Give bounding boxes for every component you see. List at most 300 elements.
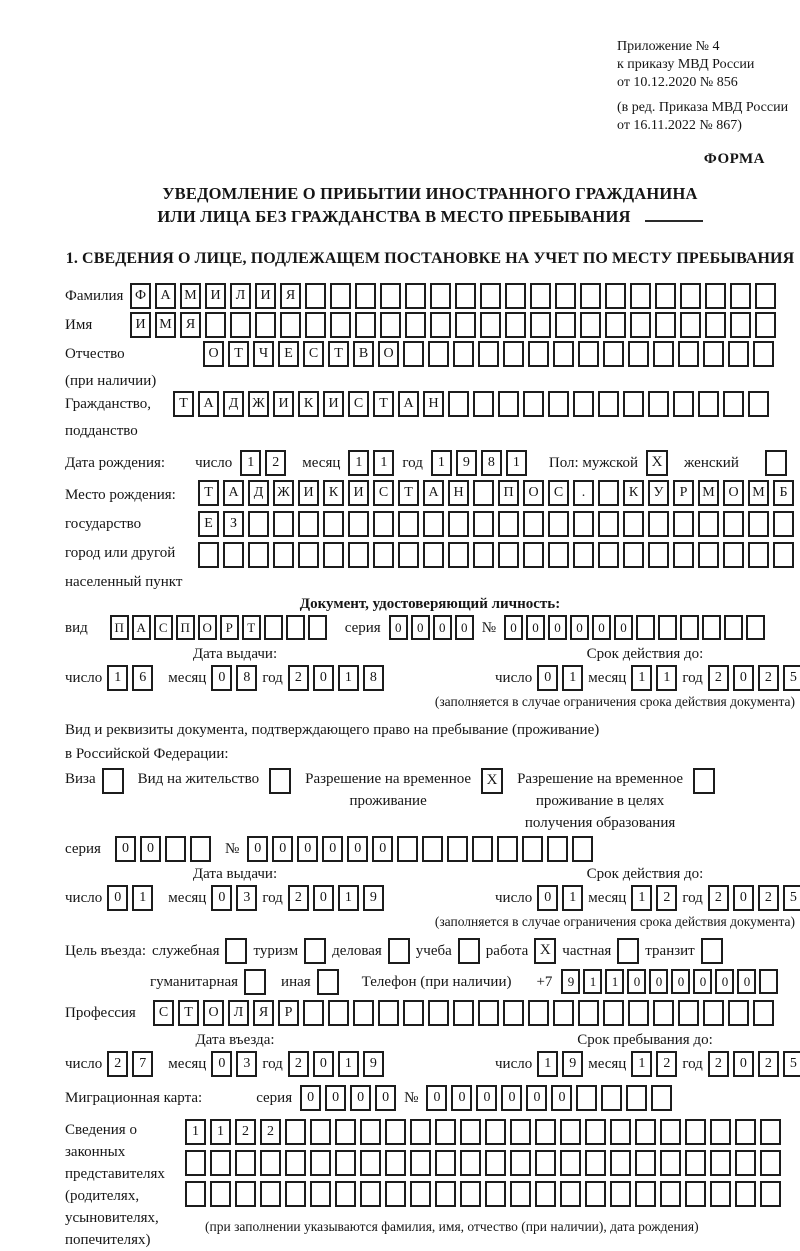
char-cell[interactable]: 2 (758, 885, 779, 911)
char-cell[interactable] (705, 312, 726, 338)
char-cell[interactable]: Т (398, 480, 419, 506)
char-cell[interactable] (485, 1150, 506, 1176)
char-cell[interactable] (760, 1150, 781, 1176)
char-cell[interactable]: 2 (656, 885, 677, 911)
char-cell[interactable]: Т (178, 1000, 199, 1026)
char-cell[interactable] (648, 511, 669, 537)
char-cell[interactable]: А (155, 283, 176, 309)
char-cell[interactable]: 2 (107, 1051, 128, 1077)
char-cell[interactable]: 0 (671, 969, 690, 994)
checkbox-humanitarian[interactable] (244, 969, 266, 995)
char-cell[interactable]: 0 (504, 615, 523, 640)
char-cell[interactable]: 6 (132, 665, 153, 691)
char-cell[interactable]: 0 (313, 665, 334, 691)
char-cell[interactable]: И (273, 391, 294, 417)
char-cell[interactable]: 0 (733, 1051, 754, 1077)
char-cell[interactable]: 2 (758, 665, 779, 691)
char-cell[interactable] (535, 1150, 556, 1176)
char-cell[interactable] (653, 341, 674, 367)
char-cell[interactable] (373, 542, 394, 568)
char-cell[interactable]: Д (248, 480, 269, 506)
migration-number-cells[interactable] (426, 1085, 672, 1111)
char-cell[interactable] (560, 1150, 581, 1176)
char-cell[interactable] (498, 391, 519, 417)
char-cell[interactable]: 0 (115, 836, 136, 862)
char-cell[interactable] (585, 1150, 606, 1176)
char-cell[interactable] (598, 542, 619, 568)
char-cell[interactable]: 2 (288, 665, 309, 691)
char-cell[interactable] (555, 312, 576, 338)
char-cell[interactable] (373, 511, 394, 537)
char-cell[interactable]: 0 (526, 615, 545, 640)
char-cell[interactable] (651, 1085, 672, 1111)
char-cell[interactable]: 0 (313, 1051, 334, 1077)
char-cell[interactable]: 0 (526, 1085, 547, 1111)
char-cell[interactable]: С (373, 480, 394, 506)
residence-expiry-year-cells[interactable] (708, 885, 800, 911)
char-cell[interactable] (303, 1000, 324, 1026)
char-cell[interactable] (430, 312, 451, 338)
char-cell[interactable]: 2 (288, 885, 309, 911)
char-cell[interactable] (298, 511, 319, 537)
char-cell[interactable]: Б (773, 480, 794, 506)
char-cell[interactable] (348, 511, 369, 537)
char-cell[interactable]: 8 (236, 665, 257, 691)
char-cell[interactable]: 1 (583, 969, 602, 994)
expiry-year-cells[interactable] (708, 665, 800, 691)
char-cell[interactable]: Т (173, 391, 194, 417)
char-cell[interactable] (628, 341, 649, 367)
char-cell[interactable]: 5 (783, 885, 800, 911)
char-cell[interactable]: 1 (631, 885, 652, 911)
char-cell[interactable] (385, 1181, 406, 1207)
char-cell[interactable]: 1 (107, 665, 128, 691)
char-cell[interactable] (503, 341, 524, 367)
char-cell[interactable]: И (298, 480, 319, 506)
char-cell[interactable] (185, 1150, 206, 1176)
char-cell[interactable] (285, 1119, 306, 1145)
char-cell[interactable] (630, 283, 651, 309)
char-cell[interactable]: 9 (561, 969, 580, 994)
char-cell[interactable]: Т (328, 341, 349, 367)
char-cell[interactable]: 7 (132, 1051, 153, 1077)
entry-month-cells[interactable] (211, 1051, 257, 1077)
char-cell[interactable]: 2 (260, 1119, 281, 1145)
char-cell[interactable]: 2 (708, 665, 729, 691)
char-cell[interactable] (410, 1181, 431, 1207)
char-cell[interactable] (703, 341, 724, 367)
char-cell[interactable]: 0 (325, 1085, 346, 1111)
char-cell[interactable]: О (198, 615, 217, 640)
char-cell[interactable] (573, 542, 594, 568)
until-month-cells[interactable] (631, 1051, 677, 1077)
char-cell[interactable] (260, 1181, 281, 1207)
char-cell[interactable] (460, 1150, 481, 1176)
char-cell[interactable]: Р (673, 480, 694, 506)
patronymic-cells[interactable] (203, 341, 774, 367)
char-cell[interactable] (678, 1000, 699, 1026)
char-cell[interactable]: 0 (140, 836, 161, 862)
char-cell[interactable] (746, 615, 765, 640)
char-cell[interactable]: О (723, 480, 744, 506)
char-cell[interactable]: 1 (338, 885, 359, 911)
char-cell[interactable] (685, 1150, 706, 1176)
char-cell[interactable]: 1 (506, 450, 527, 476)
char-cell[interactable]: У (648, 480, 669, 506)
char-cell[interactable]: . (573, 480, 594, 506)
char-cell[interactable] (448, 542, 469, 568)
profession-cells[interactable] (153, 1000, 774, 1026)
residence-issue-day-cells[interactable] (107, 885, 153, 911)
char-cell[interactable] (310, 1150, 331, 1176)
char-cell[interactable] (748, 542, 769, 568)
char-cell[interactable]: 1 (210, 1119, 231, 1145)
checkbox-other[interactable] (317, 969, 339, 995)
char-cell[interactable]: 1 (240, 450, 261, 476)
char-cell[interactable] (610, 1150, 631, 1176)
char-cell[interactable]: А (132, 615, 151, 640)
char-cell[interactable] (448, 511, 469, 537)
char-cell[interactable] (601, 1085, 622, 1111)
char-cell[interactable] (755, 283, 776, 309)
char-cell[interactable] (535, 1119, 556, 1145)
char-cell[interactable]: М (180, 283, 201, 309)
expiry-day-cells[interactable] (537, 665, 583, 691)
char-cell[interactable] (223, 542, 244, 568)
char-cell[interactable]: 0 (537, 665, 558, 691)
char-cell[interactable]: 0 (548, 615, 567, 640)
char-cell[interactable] (710, 1119, 731, 1145)
char-cell[interactable] (635, 1181, 656, 1207)
char-cell[interactable]: К (323, 480, 344, 506)
residence-series-cells[interactable] (115, 836, 211, 862)
checkbox-temp-residence[interactable]: X (481, 768, 503, 794)
char-cell[interactable] (310, 1181, 331, 1207)
char-cell[interactable] (398, 511, 419, 537)
char-cell[interactable] (630, 312, 651, 338)
char-cell[interactable] (728, 341, 749, 367)
char-cell[interactable] (755, 312, 776, 338)
char-cell[interactable] (460, 1119, 481, 1145)
char-cell[interactable]: В (353, 341, 374, 367)
char-cell[interactable]: Я (280, 283, 301, 309)
until-day-cells[interactable] (537, 1051, 583, 1077)
char-cell[interactable]: Д (223, 391, 244, 417)
char-cell[interactable] (710, 1181, 731, 1207)
issue-day-cells[interactable] (107, 665, 153, 691)
char-cell[interactable]: Е (198, 511, 219, 537)
char-cell[interactable] (435, 1150, 456, 1176)
char-cell[interactable] (530, 283, 551, 309)
char-cell[interactable] (523, 391, 544, 417)
char-cell[interactable] (658, 615, 677, 640)
char-cell[interactable]: 0 (570, 615, 589, 640)
char-cell[interactable]: Ф (130, 283, 151, 309)
char-cell[interactable] (673, 391, 694, 417)
char-cell[interactable] (547, 836, 568, 862)
char-cell[interactable]: О (203, 341, 224, 367)
checkbox-private[interactable] (617, 938, 639, 964)
char-cell[interactable] (360, 1150, 381, 1176)
char-cell[interactable]: Н (423, 391, 444, 417)
char-cell[interactable]: Т (228, 341, 249, 367)
char-cell[interactable] (705, 283, 726, 309)
char-cell[interactable] (385, 1150, 406, 1176)
char-cell[interactable] (323, 542, 344, 568)
char-cell[interactable]: С (154, 615, 173, 640)
char-cell[interactable] (480, 312, 501, 338)
char-cell[interactable] (308, 615, 327, 640)
char-cell[interactable]: 0 (372, 836, 393, 862)
char-cell[interactable] (605, 312, 626, 338)
char-cell[interactable]: И (323, 391, 344, 417)
char-cell[interactable]: К (298, 391, 319, 417)
char-cell[interactable] (453, 341, 474, 367)
char-cell[interactable] (522, 836, 543, 862)
char-cell[interactable]: 0 (211, 1051, 232, 1077)
char-cell[interactable]: Е (278, 341, 299, 367)
char-cell[interactable] (635, 1119, 656, 1145)
char-cell[interactable] (185, 1181, 206, 1207)
citizenship-cells[interactable] (173, 391, 769, 417)
char-cell[interactable] (455, 312, 476, 338)
char-cell[interactable]: 8 (363, 665, 384, 691)
char-cell[interactable]: 0 (451, 1085, 472, 1111)
char-cell[interactable] (735, 1181, 756, 1207)
char-cell[interactable] (248, 542, 269, 568)
char-cell[interactable] (548, 511, 569, 537)
char-cell[interactable] (628, 1000, 649, 1026)
char-cell[interactable]: 0 (389, 615, 408, 640)
checkbox-transit[interactable] (701, 938, 723, 964)
birth-place-row2-cells[interactable] (198, 511, 794, 537)
char-cell[interactable]: 0 (733, 885, 754, 911)
char-cell[interactable] (497, 836, 518, 862)
char-cell[interactable] (773, 511, 794, 537)
char-cell[interactable] (335, 1181, 356, 1207)
char-cell[interactable]: 8 (481, 450, 502, 476)
char-cell[interactable]: 1 (338, 665, 359, 691)
char-cell[interactable] (403, 1000, 424, 1026)
char-cell[interactable]: 2 (235, 1119, 256, 1145)
char-cell[interactable] (523, 511, 544, 537)
char-cell[interactable] (623, 511, 644, 537)
char-cell[interactable] (572, 836, 593, 862)
char-cell[interactable]: 0 (211, 665, 232, 691)
char-cell[interactable]: Ч (253, 341, 274, 367)
checkbox-residence-permit[interactable] (269, 768, 291, 794)
char-cell[interactable] (510, 1181, 531, 1207)
birth-month-cells[interactable] (348, 450, 394, 476)
char-cell[interactable] (548, 391, 569, 417)
char-cell[interactable]: 3 (236, 885, 257, 911)
char-cell[interactable] (460, 1181, 481, 1207)
char-cell[interactable]: 1 (185, 1119, 206, 1145)
char-cell[interactable] (286, 615, 305, 640)
char-cell[interactable]: П (498, 480, 519, 506)
checkbox-business[interactable] (388, 938, 410, 964)
char-cell[interactable] (576, 1085, 597, 1111)
char-cell[interactable]: 0 (501, 1085, 522, 1111)
char-cell[interactable] (455, 283, 476, 309)
char-cell[interactable] (398, 542, 419, 568)
char-cell[interactable] (648, 542, 669, 568)
char-cell[interactable]: 2 (758, 1051, 779, 1077)
char-cell[interactable]: 0 (433, 615, 452, 640)
char-cell[interactable] (353, 1000, 374, 1026)
char-cell[interactable] (603, 341, 624, 367)
char-cell[interactable] (478, 1000, 499, 1026)
char-cell[interactable] (355, 283, 376, 309)
char-cell[interactable]: И (130, 312, 151, 338)
char-cell[interactable] (473, 511, 494, 537)
char-cell[interactable]: Л (230, 283, 251, 309)
char-cell[interactable] (360, 1181, 381, 1207)
char-cell[interactable]: А (423, 480, 444, 506)
char-cell[interactable]: П (110, 615, 129, 640)
char-cell[interactable]: 1 (348, 450, 369, 476)
char-cell[interactable] (680, 283, 701, 309)
char-cell[interactable] (323, 511, 344, 537)
char-cell[interactable] (503, 1000, 524, 1026)
char-cell[interactable] (685, 1119, 706, 1145)
char-cell[interactable] (298, 542, 319, 568)
char-cell[interactable]: 0 (693, 969, 712, 994)
char-cell[interactable] (530, 312, 551, 338)
char-cell[interactable]: 0 (614, 615, 633, 640)
char-cell[interactable] (472, 836, 493, 862)
char-cell[interactable]: 1 (373, 450, 394, 476)
entry-year-cells[interactable] (288, 1051, 384, 1077)
char-cell[interactable] (405, 283, 426, 309)
char-cell[interactable] (210, 1150, 231, 1176)
char-cell[interactable]: 0 (272, 836, 293, 862)
entry-day-cells[interactable] (107, 1051, 153, 1077)
char-cell[interactable] (510, 1150, 531, 1176)
char-cell[interactable] (360, 1119, 381, 1145)
char-cell[interactable] (653, 1000, 674, 1026)
birth-place-row3-cells[interactable] (198, 542, 794, 568)
char-cell[interactable] (498, 542, 519, 568)
char-cell[interactable]: И (255, 283, 276, 309)
char-cell[interactable] (660, 1119, 681, 1145)
char-cell[interactable] (680, 312, 701, 338)
char-cell[interactable] (428, 341, 449, 367)
char-cell[interactable] (753, 341, 774, 367)
char-cell[interactable] (578, 341, 599, 367)
checkbox-visa[interactable] (102, 768, 124, 794)
char-cell[interactable] (748, 511, 769, 537)
expiry-month-cells[interactable] (631, 665, 677, 691)
char-cell[interactable] (255, 312, 276, 338)
char-cell[interactable] (335, 1119, 356, 1145)
char-cell[interactable] (448, 391, 469, 417)
char-cell[interactable] (305, 283, 326, 309)
residence-issue-year-cells[interactable] (288, 885, 384, 911)
char-cell[interactable]: С (348, 391, 369, 417)
char-cell[interactable] (680, 615, 699, 640)
char-cell[interactable] (423, 511, 444, 537)
char-cell[interactable] (648, 391, 669, 417)
char-cell[interactable]: А (398, 391, 419, 417)
char-cell[interactable]: Ж (248, 391, 269, 417)
char-cell[interactable]: 0 (375, 1085, 396, 1111)
char-cell[interactable] (598, 391, 619, 417)
char-cell[interactable] (548, 542, 569, 568)
char-cell[interactable] (610, 1119, 631, 1145)
migration-series-cells[interactable] (300, 1085, 396, 1111)
checkbox-female[interactable] (765, 450, 787, 476)
char-cell[interactable]: 1 (132, 885, 153, 911)
char-cell[interactable] (730, 283, 751, 309)
char-cell[interactable]: 1 (431, 450, 452, 476)
char-cell[interactable]: Р (278, 1000, 299, 1026)
char-cell[interactable] (760, 1181, 781, 1207)
char-cell[interactable]: 9 (562, 1051, 583, 1077)
char-cell[interactable]: Ж (273, 480, 294, 506)
char-cell[interactable] (348, 542, 369, 568)
char-cell[interactable] (410, 1119, 431, 1145)
checkbox-temp-residence-education[interactable] (693, 768, 715, 794)
char-cell[interactable] (655, 283, 676, 309)
residence-number-cells[interactable] (247, 836, 593, 862)
char-cell[interactable] (423, 542, 444, 568)
birth-place-row1-cells[interactable] (198, 480, 794, 506)
char-cell[interactable] (165, 836, 186, 862)
char-cell[interactable] (273, 511, 294, 537)
residence-issue-month-cells[interactable] (211, 885, 257, 911)
char-cell[interactable] (753, 1000, 774, 1026)
char-cell[interactable]: 2 (656, 1051, 677, 1077)
char-cell[interactable]: 0 (715, 969, 734, 994)
char-cell[interactable] (553, 1000, 574, 1026)
char-cell[interactable] (760, 1119, 781, 1145)
birth-year-cells[interactable] (431, 450, 527, 476)
char-cell[interactable] (610, 1181, 631, 1207)
char-cell[interactable] (623, 391, 644, 417)
char-cell[interactable]: 1 (631, 1051, 652, 1077)
char-cell[interactable]: 9 (456, 450, 477, 476)
char-cell[interactable]: Т (373, 391, 394, 417)
char-cell[interactable] (380, 312, 401, 338)
residence-expiry-month-cells[interactable] (631, 885, 677, 911)
char-cell[interactable] (380, 283, 401, 309)
char-cell[interactable]: Т (242, 615, 261, 640)
char-cell[interactable]: 0 (300, 1085, 321, 1111)
char-cell[interactable] (498, 511, 519, 537)
char-cell[interactable] (748, 391, 769, 417)
char-cell[interactable] (435, 1119, 456, 1145)
char-cell[interactable]: И (205, 283, 226, 309)
char-cell[interactable] (723, 542, 744, 568)
char-cell[interactable]: О (523, 480, 544, 506)
issue-month-cells[interactable] (211, 665, 257, 691)
char-cell[interactable] (759, 969, 778, 994)
char-cell[interactable] (603, 1000, 624, 1026)
char-cell[interactable] (273, 542, 294, 568)
char-cell[interactable] (505, 312, 526, 338)
char-cell[interactable]: 0 (350, 1085, 371, 1111)
char-cell[interactable]: А (223, 480, 244, 506)
char-cell[interactable] (702, 615, 721, 640)
char-cell[interactable] (698, 542, 719, 568)
char-cell[interactable] (555, 283, 576, 309)
char-cell[interactable] (510, 1119, 531, 1145)
char-cell[interactable]: 0 (107, 885, 128, 911)
char-cell[interactable] (773, 542, 794, 568)
char-cell[interactable]: 1 (562, 665, 583, 691)
char-cell[interactable] (410, 1150, 431, 1176)
